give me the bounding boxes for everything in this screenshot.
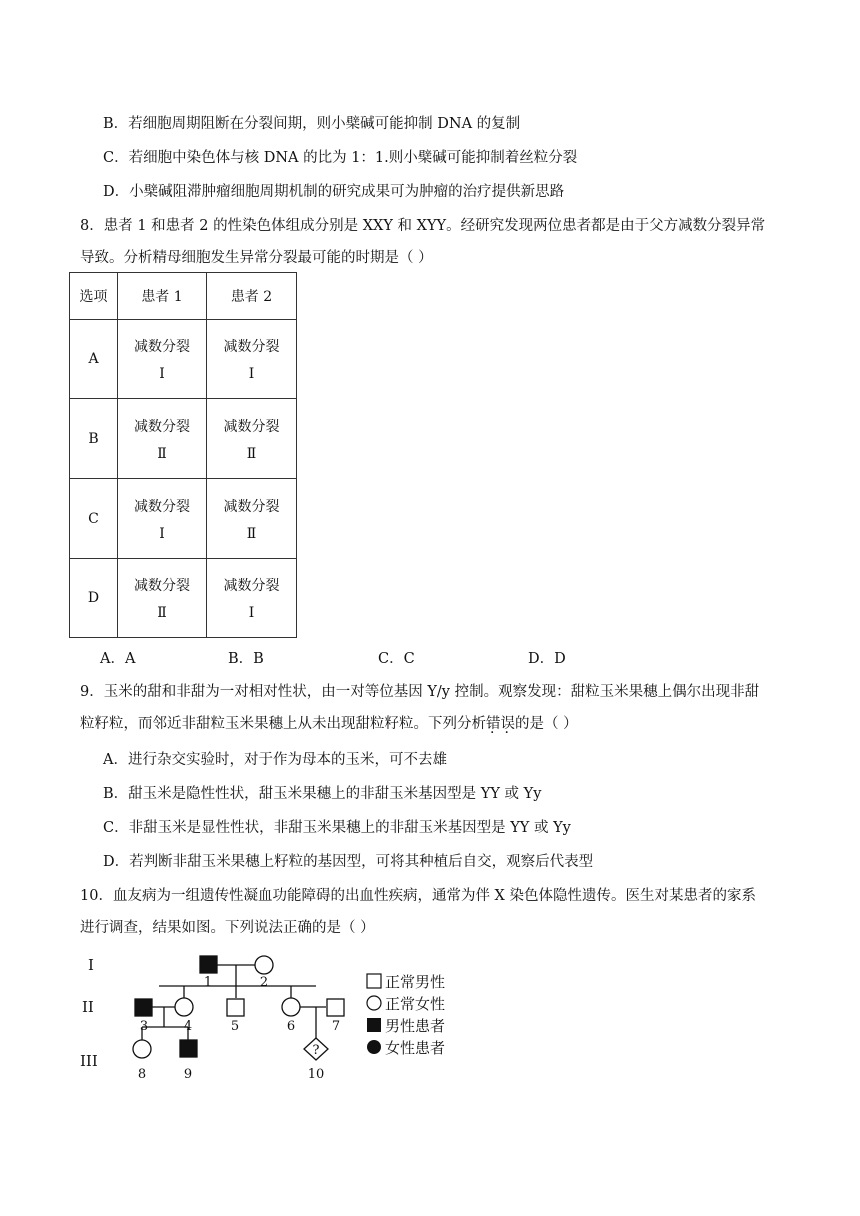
table-row <box>70 320 297 399</box>
q9-option-d: D．若判断非甜玉米果穗上籽粒的基因型，可将其种植后自交，观察后代表型 <box>103 854 594 870</box>
table-row <box>70 399 297 479</box>
individual-number: 10 <box>307 1067 325 1082</box>
stage-numeral: Ⅱ <box>246 445 257 462</box>
stage-numeral: Ⅱ <box>246 525 257 542</box>
q7-option-b: B．若细胞周期阻断在分裂间期，则小檗碱可能抑制 DNA 的复制 <box>103 116 521 132</box>
cell-patient-2 <box>207 399 297 479</box>
q7-option-c: C．若细胞中染色体与核 DNA 的比为 1：1.则小檗碱可能抑制着丝粒分裂 <box>103 150 578 166</box>
stage-label: 减数分裂 <box>134 339 190 355</box>
legend-male-patient-icon <box>367 1018 381 1032</box>
cell-patient-2 <box>207 559 297 638</box>
individual-numbers <box>138 975 340 1082</box>
legend-label: 男性患者 <box>385 1017 446 1035</box>
q8-answer-table <box>69 272 297 638</box>
q8-choice-d: D．D <box>528 651 566 667</box>
q8-choice-b: B．B <box>228 651 264 667</box>
cell-patient-2 <box>207 320 297 399</box>
cell-patient-1 <box>118 479 207 559</box>
individual-number: 7 <box>331 1019 341 1034</box>
q9-emphasis-char: 误 <box>500 716 515 732</box>
individual-number: 6 <box>286 1019 296 1034</box>
q10-stem-line2: 进行调查，结果如图。下列说法正确的是（ ） <box>80 920 375 936</box>
pedigree-diagram <box>70 948 490 1093</box>
header-patient-1: 患者 1 <box>118 273 207 320</box>
legend-normal-male-icon <box>367 974 381 988</box>
header-patient-2: 患者 2 <box>207 273 297 320</box>
individual-number: 9 <box>183 1067 193 1082</box>
stage-numeral: Ⅱ <box>157 605 167 621</box>
legend-label: 正常男性 <box>385 973 446 991</box>
stage-numeral: Ⅰ <box>159 366 165 382</box>
cell-patient-1 <box>118 399 207 479</box>
normal-female-symbol <box>255 956 273 974</box>
normal-male-symbol <box>227 999 244 1016</box>
row-option: D <box>70 559 118 638</box>
stage-numeral: Ⅰ <box>248 366 255 382</box>
q8-choice-a: A．A <box>100 651 136 667</box>
row-option: B <box>70 399 118 479</box>
stage-label: 减数分裂 <box>223 578 280 594</box>
normal-female-symbol <box>175 998 193 1016</box>
stage-label: 减数分裂 <box>223 339 280 355</box>
q9-stem-line2 <box>80 712 578 733</box>
legend-female-patient-icon <box>367 1040 381 1054</box>
stage-label: 减数分裂 <box>223 498 280 515</box>
cell-patient-2 <box>207 479 297 559</box>
stage-label: 减数分裂 <box>134 418 190 435</box>
stage-label: 减数分裂 <box>134 578 190 594</box>
unknown-mark: ? <box>312 1043 320 1058</box>
q8-stem-line2: 导致。分析精母细胞发生异常分裂最可能的时期是（ ） <box>80 250 433 266</box>
header-option: 选项 <box>70 273 118 320</box>
row-option: A <box>70 320 118 399</box>
table-header-row <box>70 273 297 320</box>
table-row <box>70 559 297 638</box>
individual-number: 3 <box>139 1019 149 1034</box>
cell-patient-1 <box>118 559 207 638</box>
stage-numeral: Ⅱ <box>157 445 167 462</box>
male-patient-symbol <box>135 999 152 1016</box>
normal-female-symbol <box>133 1040 151 1058</box>
male-patient-symbol <box>180 1040 197 1057</box>
individual-number: 5 <box>230 1019 240 1034</box>
individual-number: 4 <box>183 1019 193 1034</box>
q9-option-a: A．进行杂交实验时，对于作为母本的玉米，可不去雄 <box>103 752 447 768</box>
normal-male-symbol <box>327 999 344 1016</box>
normal-female-symbol <box>282 998 300 1016</box>
individual-number: 8 <box>137 1067 147 1082</box>
row-option: C <box>70 479 118 559</box>
table-row <box>70 479 297 559</box>
pedigree-legend <box>367 973 445 1057</box>
q7-option-d: D．小檗碱阻滞肿瘤细胞周期机制的研究成果可为肿瘤的治疗提供新思路 <box>103 184 565 200</box>
individual-number: 1 <box>203 975 213 990</box>
legend-label: 正常女性 <box>385 995 446 1013</box>
q8-stem-line1: 8．患者 1 和患者 2 的性染色体组成分别是 XXY 和 XYY。经研究发现两位患者都是由于父方减数分裂异常 <box>80 218 766 234</box>
q8-choice-c: C．C <box>378 651 415 667</box>
q9-stem-text: 粒籽粒，而邻近非甜粒玉米果穗上从未出现甜粒籽粒。下列分析 <box>80 716 486 732</box>
legend-label: 女性患者 <box>385 1039 446 1057</box>
generation-label: III <box>80 1052 98 1070</box>
stage-label: 减数分裂 <box>223 418 280 435</box>
q9-emphasis-char: 错 <box>486 716 501 732</box>
cell-patient-1 <box>118 320 207 399</box>
male-patient-symbol <box>200 956 217 973</box>
legend-normal-female-icon <box>367 996 381 1010</box>
stage-label: 减数分裂 <box>134 498 190 515</box>
q9-stem-text: 的是（ ） <box>515 716 578 732</box>
generation-labels <box>80 956 98 1070</box>
q9-option-b: B．甜玉米是隐性性状，甜玉米果穗上的非甜玉米基因型是 YY 或 Yy <box>103 786 542 802</box>
stage-numeral: Ⅰ <box>159 525 165 542</box>
generation-label: II <box>82 998 94 1016</box>
stage-numeral: Ⅰ <box>248 605 255 621</box>
q9-stem-line1: 9．玉米的甜和非甜为一对相对性状，由一对等位基因 Y/y 控制。观察发现：甜粒玉米果穗上偶尔出现非甜 <box>80 684 760 700</box>
generation-label: I <box>88 956 94 974</box>
q10-stem-line1: 10．血友病为一组遗传性凝血功能障碍的出血性疾病，通常为伴 X 染色体隐性遗传。医生对某患者的家系 <box>80 888 756 904</box>
q9-option-c: C．非甜玉米是显性性状，非甜玉米果穗上的非甜玉米基因型是 YY 或 Yy <box>103 820 571 836</box>
individual-number: 2 <box>259 975 269 990</box>
